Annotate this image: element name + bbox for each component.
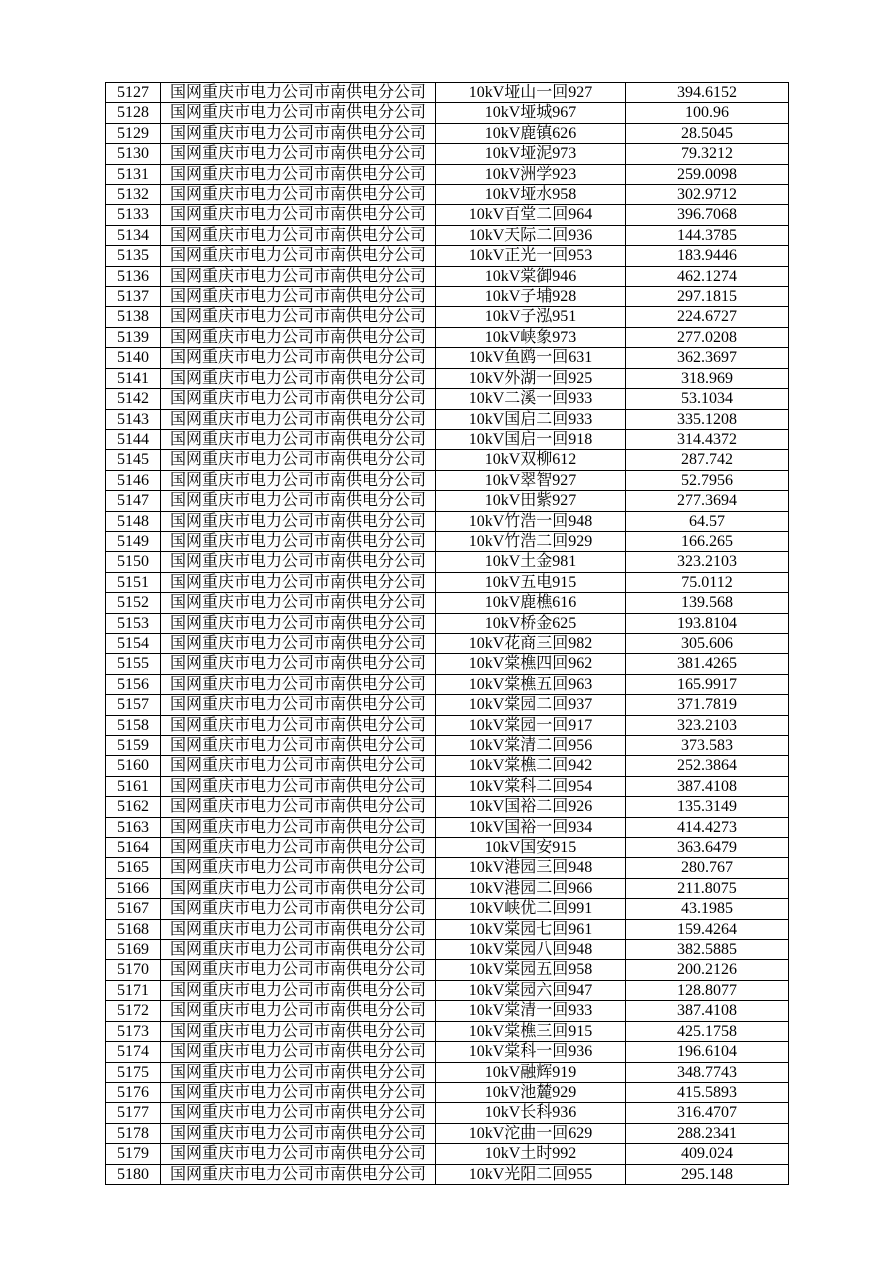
table-row [106, 980, 789, 1000]
value-cell: 52.7956 [626, 470, 789, 490]
value-cell: 425.1758 [626, 1021, 789, 1041]
line-name-cell: 10kV百堂二回964 [436, 205, 626, 225]
company-cell: 国网重庆市电力公司市南供电分公司 [161, 287, 436, 307]
line-name-cell: 10kV国裕二回926 [436, 797, 626, 817]
company-cell: 国网重庆市电力公司市南供电分公司 [161, 327, 436, 347]
company-cell: 国网重庆市电力公司市南供电分公司 [161, 348, 436, 368]
company-cell: 国网重庆市电力公司市南供电分公司 [161, 1062, 436, 1082]
line-name-cell: 10kV港园三回948 [436, 858, 626, 878]
table-row [106, 164, 789, 184]
row-id-cell: 5166 [106, 878, 161, 898]
table-row [106, 1164, 789, 1184]
value-cell: 166.265 [626, 531, 789, 551]
value-cell: 414.4273 [626, 817, 789, 837]
value-cell: 297.1815 [626, 287, 789, 307]
company-cell: 国网重庆市电力公司市南供电分公司 [161, 205, 436, 225]
company-cell: 国网重庆市电力公司市南供电分公司 [161, 858, 436, 878]
table-row [106, 736, 789, 756]
value-cell: 211.8075 [626, 878, 789, 898]
row-id-cell: 5177 [106, 1103, 161, 1123]
table-row [106, 613, 789, 633]
row-id-cell: 5139 [106, 327, 161, 347]
company-cell: 国网重庆市电力公司市南供电分公司 [161, 613, 436, 633]
row-id-cell: 5155 [106, 654, 161, 674]
value-cell: 362.3697 [626, 348, 789, 368]
row-id-cell: 5147 [106, 491, 161, 511]
row-id-cell: 5162 [106, 797, 161, 817]
line-name-cell: 10kV池麓929 [436, 1082, 626, 1102]
value-cell: 53.1034 [626, 389, 789, 409]
line-name-cell: 10kV垭水958 [436, 185, 626, 205]
company-cell: 国网重庆市电力公司市南供电分公司 [161, 552, 436, 572]
row-id-cell: 5158 [106, 715, 161, 735]
row-id-cell: 5132 [106, 185, 161, 205]
company-cell: 国网重庆市电力公司市南供电分公司 [161, 736, 436, 756]
line-name-cell: 10kV棠科二回954 [436, 776, 626, 796]
line-name-cell: 10kV正光一回953 [436, 246, 626, 266]
line-name-cell: 10kV光阳二回955 [436, 1164, 626, 1184]
row-id-cell: 5148 [106, 511, 161, 531]
line-name-cell: 10kV棠科一回936 [436, 1042, 626, 1062]
line-name-cell: 10kV国启二回933 [436, 409, 626, 429]
line-name-cell: 10kV天际二回936 [436, 225, 626, 245]
row-id-cell: 5171 [106, 980, 161, 1000]
value-cell: 144.3785 [626, 225, 789, 245]
row-id-cell: 5167 [106, 899, 161, 919]
table-row [106, 531, 789, 551]
company-cell: 国网重庆市电力公司市南供电分公司 [161, 450, 436, 470]
company-cell: 国网重庆市电力公司市南供电分公司 [161, 307, 436, 327]
row-id-cell: 5137 [106, 287, 161, 307]
table-row [106, 654, 789, 674]
company-cell: 国网重庆市电力公司市南供电分公司 [161, 1103, 436, 1123]
line-name-cell: 10kV二溪一回933 [436, 389, 626, 409]
row-id-cell: 5144 [106, 429, 161, 449]
table-row [106, 144, 789, 164]
line-name-cell: 10kV鱼鸥一回631 [436, 348, 626, 368]
row-id-cell: 5128 [106, 103, 161, 123]
line-name-cell: 10kV棠樵二回942 [436, 756, 626, 776]
row-id-cell: 5169 [106, 940, 161, 960]
row-id-cell: 5174 [106, 1042, 161, 1062]
row-id-cell: 5161 [106, 776, 161, 796]
line-name-cell: 10kV五电915 [436, 572, 626, 592]
company-cell: 国网重庆市电力公司市南供电分公司 [161, 225, 436, 245]
line-name-cell: 10kV峡象973 [436, 327, 626, 347]
line-name-cell: 10kV竹浩二回929 [436, 531, 626, 551]
table-row [106, 1062, 789, 1082]
line-name-cell: 10kV子埔928 [436, 287, 626, 307]
value-cell: 381.4265 [626, 654, 789, 674]
row-id-cell: 5145 [106, 450, 161, 470]
company-cell: 国网重庆市电力公司市南供电分公司 [161, 878, 436, 898]
table-row [106, 470, 789, 490]
line-name-cell: 10kV棠园八回948 [436, 940, 626, 960]
value-cell: 314.4372 [626, 429, 789, 449]
line-name-cell: 10kV港园二回966 [436, 878, 626, 898]
line-name-cell: 10kV棠樵五回963 [436, 674, 626, 694]
value-cell: 462.1274 [626, 266, 789, 286]
value-cell: 409.024 [626, 1144, 789, 1164]
company-cell: 国网重庆市电力公司市南供电分公司 [161, 960, 436, 980]
table-row [106, 633, 789, 653]
row-id-cell: 5180 [106, 1164, 161, 1184]
company-cell: 国网重庆市电力公司市南供电分公司 [161, 83, 436, 103]
row-id-cell: 5154 [106, 633, 161, 653]
table-row [106, 674, 789, 694]
value-cell: 288.2341 [626, 1123, 789, 1143]
value-cell: 316.4707 [626, 1103, 789, 1123]
row-id-cell: 5168 [106, 919, 161, 939]
company-cell: 国网重庆市电力公司市南供电分公司 [161, 797, 436, 817]
row-id-cell: 5134 [106, 225, 161, 245]
company-cell: 国网重庆市电力公司市南供电分公司 [161, 246, 436, 266]
table-row [106, 450, 789, 470]
value-cell: 396.7068 [626, 205, 789, 225]
row-id-cell: 5165 [106, 858, 161, 878]
table-body [106, 83, 789, 1185]
line-name-cell: 10kV峡优二回991 [436, 899, 626, 919]
value-cell: 128.8077 [626, 980, 789, 1000]
value-cell: 193.8104 [626, 613, 789, 633]
table-row [106, 266, 789, 286]
value-cell: 323.2103 [626, 552, 789, 572]
company-cell: 国网重庆市电力公司市南供电分公司 [161, 389, 436, 409]
table-row [106, 409, 789, 429]
company-cell: 国网重庆市电力公司市南供电分公司 [161, 103, 436, 123]
value-cell: 382.5885 [626, 940, 789, 960]
value-cell: 277.0208 [626, 327, 789, 347]
value-cell: 287.742 [626, 450, 789, 470]
line-name-cell: 10kV棠园一回917 [436, 715, 626, 735]
line-name-cell: 10kV花商三回982 [436, 633, 626, 653]
row-id-cell: 5143 [106, 409, 161, 429]
row-id-cell: 5136 [106, 266, 161, 286]
line-name-cell: 10kV棠园二回937 [436, 695, 626, 715]
value-cell: 64.57 [626, 511, 789, 531]
value-cell: 335.1208 [626, 409, 789, 429]
table-row [106, 1082, 789, 1102]
value-cell: 252.3864 [626, 756, 789, 776]
row-id-cell: 5179 [106, 1144, 161, 1164]
value-cell: 277.3694 [626, 491, 789, 511]
company-cell: 国网重庆市电力公司市南供电分公司 [161, 654, 436, 674]
line-name-cell: 10kV垭城967 [436, 103, 626, 123]
table-row [106, 858, 789, 878]
table-row [106, 1123, 789, 1143]
company-cell: 国网重庆市电力公司市南供电分公司 [161, 756, 436, 776]
company-cell: 国网重庆市电力公司市南供电分公司 [161, 633, 436, 653]
line-name-cell: 10kV棠园六回947 [436, 980, 626, 1000]
company-cell: 国网重庆市电力公司市南供电分公司 [161, 838, 436, 858]
line-name-cell: 10kV长科936 [436, 1103, 626, 1123]
value-cell: 305.606 [626, 633, 789, 653]
table-row [106, 307, 789, 327]
table-row [106, 695, 789, 715]
row-id-cell: 5175 [106, 1062, 161, 1082]
company-cell: 国网重庆市电力公司市南供电分公司 [161, 674, 436, 694]
row-id-cell: 5178 [106, 1123, 161, 1143]
value-cell: 302.9712 [626, 185, 789, 205]
line-name-cell: 10kV沱曲一回629 [436, 1123, 626, 1143]
value-cell: 100.96 [626, 103, 789, 123]
company-cell: 国网重庆市电力公司市南供电分公司 [161, 266, 436, 286]
value-cell: 165.9917 [626, 674, 789, 694]
value-cell: 259.0098 [626, 164, 789, 184]
company-cell: 国网重庆市电力公司市南供电分公司 [161, 470, 436, 490]
table-row [106, 756, 789, 776]
table-row [106, 593, 789, 613]
row-id-cell: 5140 [106, 348, 161, 368]
value-cell: 75.0112 [626, 572, 789, 592]
value-cell: 394.6152 [626, 83, 789, 103]
row-id-cell: 5164 [106, 838, 161, 858]
row-id-cell: 5130 [106, 144, 161, 164]
row-id-cell: 5152 [106, 593, 161, 613]
company-cell: 国网重庆市电力公司市南供电分公司 [161, 144, 436, 164]
row-id-cell: 5150 [106, 552, 161, 572]
table-row [106, 817, 789, 837]
table-row [106, 1021, 789, 1041]
line-name-cell: 10kV国启一回918 [436, 429, 626, 449]
line-name-cell: 10kV竹浩一回948 [436, 511, 626, 531]
line-name-cell: 10kV子泓951 [436, 307, 626, 327]
company-cell: 国网重庆市电力公司市南供电分公司 [161, 1144, 436, 1164]
company-cell: 国网重庆市电力公司市南供电分公司 [161, 1123, 436, 1143]
value-cell: 415.5893 [626, 1082, 789, 1102]
value-cell: 43.1985 [626, 899, 789, 919]
table-row [106, 123, 789, 143]
row-id-cell: 5138 [106, 307, 161, 327]
company-cell: 国网重庆市电力公司市南供电分公司 [161, 368, 436, 388]
table-row [106, 940, 789, 960]
row-id-cell: 5129 [106, 123, 161, 143]
table-row [106, 878, 789, 898]
company-cell: 国网重庆市电力公司市南供电分公司 [161, 1001, 436, 1021]
table-row [106, 919, 789, 939]
company-cell: 国网重庆市电力公司市南供电分公司 [161, 1164, 436, 1184]
value-cell: 323.2103 [626, 715, 789, 735]
table-row [106, 552, 789, 572]
line-name-cell: 10kV田紫927 [436, 491, 626, 511]
table-row [106, 205, 789, 225]
value-cell: 200.2126 [626, 960, 789, 980]
company-cell: 国网重庆市电力公司市南供电分公司 [161, 593, 436, 613]
company-cell: 国网重庆市电力公司市南供电分公司 [161, 185, 436, 205]
company-cell: 国网重庆市电力公司市南供电分公司 [161, 1082, 436, 1102]
row-id-cell: 5146 [106, 470, 161, 490]
line-name-cell: 10kV棠樵四回962 [436, 654, 626, 674]
value-cell: 363.6479 [626, 838, 789, 858]
line-name-cell: 10kV翠智927 [436, 470, 626, 490]
table-row [106, 1001, 789, 1021]
company-cell: 国网重庆市电力公司市南供电分公司 [161, 1042, 436, 1062]
line-name-cell: 10kV土金981 [436, 552, 626, 572]
line-name-cell: 10kV双柳612 [436, 450, 626, 470]
line-name-cell: 10kV洲学923 [436, 164, 626, 184]
value-cell: 373.583 [626, 736, 789, 756]
value-cell: 280.767 [626, 858, 789, 878]
value-cell: 183.9446 [626, 246, 789, 266]
table-row [106, 225, 789, 245]
table-row [106, 185, 789, 205]
row-id-cell: 5156 [106, 674, 161, 694]
value-cell: 371.7819 [626, 695, 789, 715]
row-id-cell: 5159 [106, 736, 161, 756]
row-id-cell: 5153 [106, 613, 161, 633]
row-id-cell: 5127 [106, 83, 161, 103]
row-id-cell: 5133 [106, 205, 161, 225]
table-row [106, 1103, 789, 1123]
company-cell: 国网重庆市电力公司市南供电分公司 [161, 715, 436, 735]
company-cell: 国网重庆市电力公司市南供电分公司 [161, 980, 436, 1000]
table-row [106, 429, 789, 449]
row-id-cell: 5163 [106, 817, 161, 837]
value-cell: 318.969 [626, 368, 789, 388]
value-cell: 387.4108 [626, 1001, 789, 1021]
line-name-cell: 10kV融辉919 [436, 1062, 626, 1082]
line-name-cell: 10kV鹿镇626 [436, 123, 626, 143]
row-id-cell: 5151 [106, 572, 161, 592]
company-cell: 国网重庆市电力公司市南供电分公司 [161, 919, 436, 939]
line-name-cell: 10kV国裕一回934 [436, 817, 626, 837]
row-id-cell: 5160 [106, 756, 161, 776]
value-cell: 135.3149 [626, 797, 789, 817]
table-row [106, 1042, 789, 1062]
row-id-cell: 5131 [106, 164, 161, 184]
table-row [106, 348, 789, 368]
company-cell: 国网重庆市电力公司市南供电分公司 [161, 899, 436, 919]
power-line-table [105, 82, 789, 1185]
line-name-cell: 10kV垭泥973 [436, 144, 626, 164]
table-row [106, 797, 789, 817]
table-row [106, 715, 789, 735]
value-cell: 387.4108 [626, 776, 789, 796]
company-cell: 国网重庆市电力公司市南供电分公司 [161, 817, 436, 837]
value-cell: 348.7743 [626, 1062, 789, 1082]
company-cell: 国网重庆市电力公司市南供电分公司 [161, 1021, 436, 1041]
line-name-cell: 10kV外湖一回925 [436, 368, 626, 388]
company-cell: 国网重庆市电力公司市南供电分公司 [161, 572, 436, 592]
value-cell: 224.6727 [626, 307, 789, 327]
line-name-cell: 10kV国安915 [436, 838, 626, 858]
company-cell: 国网重庆市电力公司市南供电分公司 [161, 491, 436, 511]
value-cell: 159.4264 [626, 919, 789, 939]
value-cell: 28.5045 [626, 123, 789, 143]
row-id-cell: 5142 [106, 389, 161, 409]
company-cell: 国网重庆市电力公司市南供电分公司 [161, 940, 436, 960]
table-row [106, 103, 789, 123]
table-row [106, 572, 789, 592]
company-cell: 国网重庆市电力公司市南供电分公司 [161, 164, 436, 184]
row-id-cell: 5135 [106, 246, 161, 266]
company-cell: 国网重庆市电力公司市南供电分公司 [161, 531, 436, 551]
line-name-cell: 10kV棠清二回956 [436, 736, 626, 756]
row-id-cell: 5172 [106, 1001, 161, 1021]
company-cell: 国网重庆市电力公司市南供电分公司 [161, 776, 436, 796]
value-cell: 79.3212 [626, 144, 789, 164]
row-id-cell: 5149 [106, 531, 161, 551]
table-row [106, 246, 789, 266]
table-row [106, 776, 789, 796]
table-row [106, 1144, 789, 1164]
line-name-cell: 10kV棠园五回958 [436, 960, 626, 980]
company-cell: 国网重庆市电力公司市南供电分公司 [161, 511, 436, 531]
company-cell: 国网重庆市电力公司市南供电分公司 [161, 429, 436, 449]
value-cell: 196.6104 [626, 1042, 789, 1062]
company-cell: 国网重庆市电力公司市南供电分公司 [161, 695, 436, 715]
line-name-cell: 10kV棠园七回961 [436, 919, 626, 939]
row-id-cell: 5176 [106, 1082, 161, 1102]
table-row [106, 491, 789, 511]
row-id-cell: 5173 [106, 1021, 161, 1041]
table-row [106, 327, 789, 347]
line-name-cell: 10kV棠清一回933 [436, 1001, 626, 1021]
company-cell: 国网重庆市电力公司市南供电分公司 [161, 123, 436, 143]
table-row [106, 899, 789, 919]
value-cell: 295.148 [626, 1164, 789, 1184]
table-row [106, 287, 789, 307]
value-cell: 139.568 [626, 593, 789, 613]
row-id-cell: 5170 [106, 960, 161, 980]
line-name-cell: 10kV桥金625 [436, 613, 626, 633]
company-cell: 国网重庆市电力公司市南供电分公司 [161, 409, 436, 429]
line-name-cell: 10kV鹿樵616 [436, 593, 626, 613]
table-row [106, 838, 789, 858]
line-name-cell: 10kV棠御946 [436, 266, 626, 286]
table-row [106, 389, 789, 409]
table-row [106, 368, 789, 388]
line-name-cell: 10kV垭山一回927 [436, 83, 626, 103]
line-name-cell: 10kV土时992 [436, 1144, 626, 1164]
line-name-cell: 10kV棠樵三回915 [436, 1021, 626, 1041]
row-id-cell: 5141 [106, 368, 161, 388]
table-row [106, 960, 789, 980]
table-row [106, 511, 789, 531]
row-id-cell: 5157 [106, 695, 161, 715]
table-row [106, 83, 789, 103]
